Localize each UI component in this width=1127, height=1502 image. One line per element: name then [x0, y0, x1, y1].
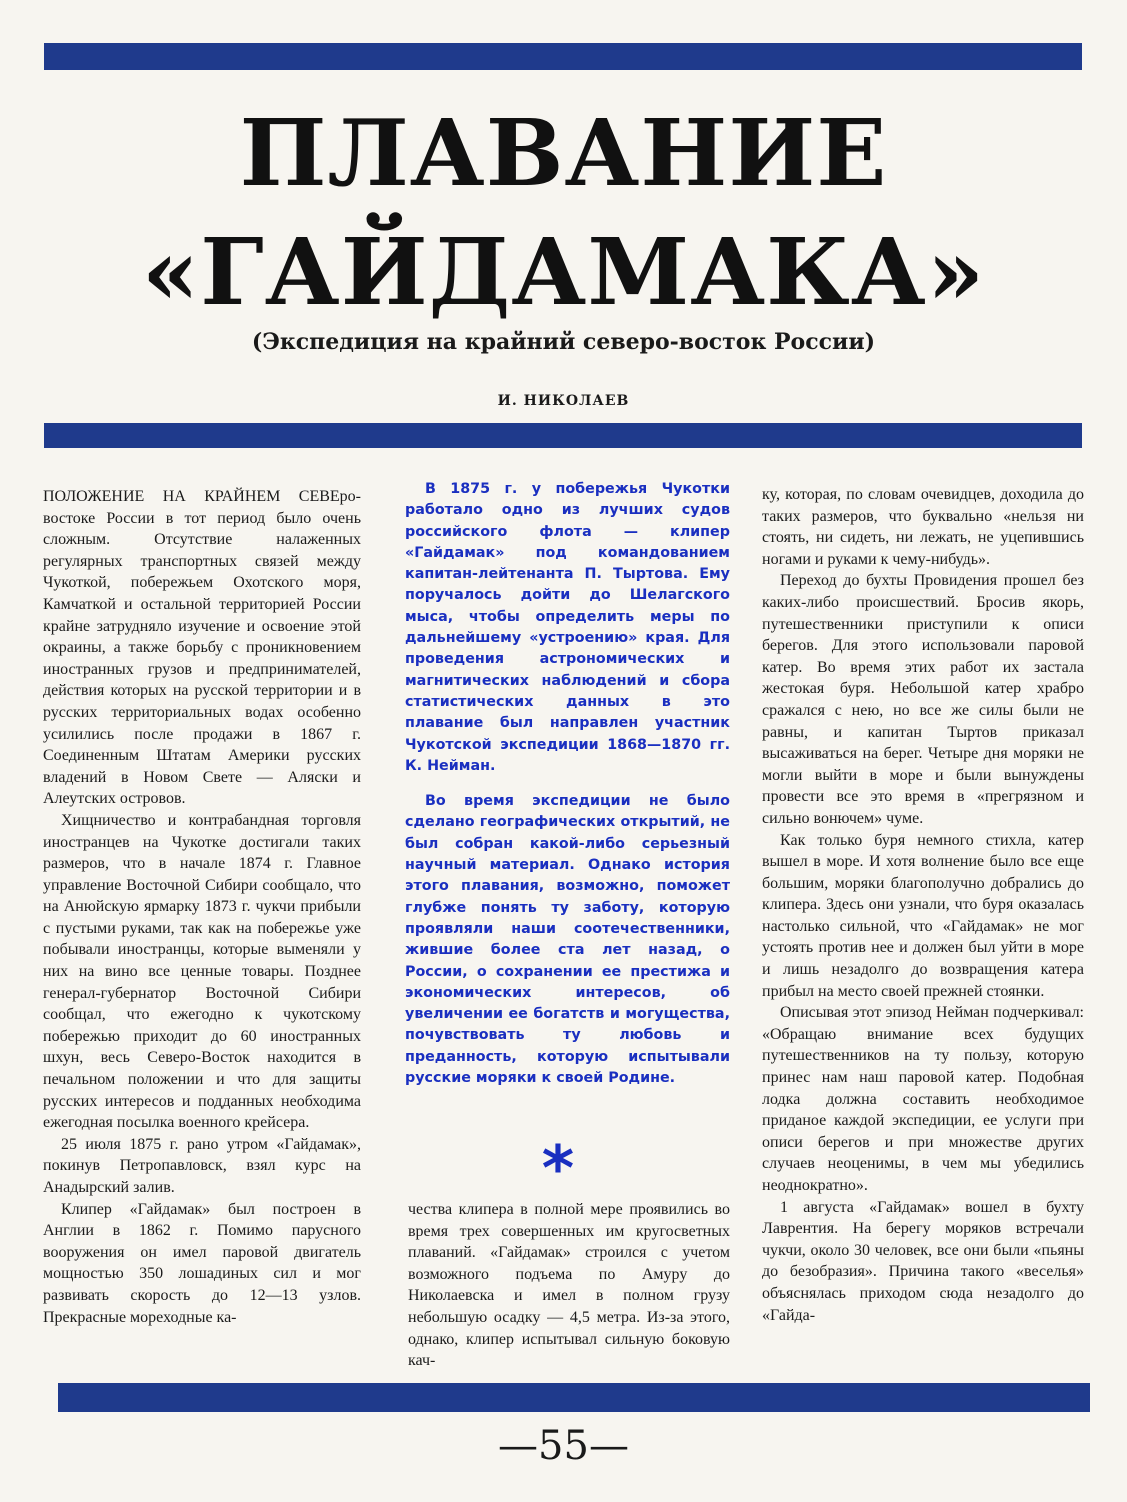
paragraph: 25 июля 1875 г. рано утром «Гайдамак», покинув Петропавловск, взял курс на Анадырский залив.	[43, 1135, 361, 1196]
left-column	[43, 486, 361, 1328]
author-name: И. НИКОЛАЕВ	[497, 393, 630, 409]
article-subtitle: (Экспедиция на крайний северо-восток России)	[251, 329, 876, 355]
paragraph: ПОЛОЖЕНИЕ НА КРАЙНЕМ СЕВЕро-востоке России в тот период было очень сложным. Отсутствие налаженных регулярных транспортных связей между Чукоткой, побережьем Охотского моря, Камчаткой и остальной территорией России крайне затрудняло изучение и освоение этой окраины, а также борьбу с проникновением иностранных грузов и предпринимателей, действия которых на русской территории и в русских территориальных водах особенно усилились после продажи в 1867 г. Соединенным Штатам Америки русских владений в Новом Свете — Аляски и Алеутских островов.	[43, 488, 361, 808]
page-number: —55—	[498, 1423, 629, 1469]
paragraph: 1 августа «Гайдамак» вошел в бухту Лаврентия. На берегу моряков встречали чукчи, около 30 человек, все они были «пьяны до безобразия». Причина такого «веселья» объяснялась приходом сюда незадолго до «Гайда-	[762, 1198, 1084, 1324]
article-title-line-1: ПЛАВАНИЕ	[239, 99, 888, 207]
top-decorative-bar	[44, 43, 1082, 70]
header-divider-bar	[44, 423, 1082, 448]
article-title-line-2: «ГАЙДАМАКА»	[141, 218, 986, 326]
paragraph: чества клипера в полной мере проявились во время трех совершенных им кругосветных плаваний. «Гайдамак» строился с учетом возможного подъема по Амуру до Николаевска и имел в полном грузу небольшую осадку — 4,5 метра. Из-за этого, однако, клипер испытывал сильную боковую кач-	[408, 1201, 730, 1370]
intro-paragraph: В 1875 г. у побережья Чукотки работало одно из лучших судов российского флота — клипер «Гайдамак» под командованием капитан-лейтенанта П. Тыртова. Ему поручалось дойти до Шелагского мыса, чтобы определить меры по дальнейшему «устроению» края. Для проведения астрономических и магнитических наблюдений и сбора статистических данных в это плавание был направлен участник Чукотской экспедиции 1868—1870 гг. К. Нейман.	[405, 481, 730, 774]
paragraph: Переход до бухты Провидения прошел без каких-либо происшествий. Бросив якорь, путешественники приступили к описи берегов. Для этого использовали паровой катер. Во время этих работ их застала жестокая буря. Небольшой катер храбро сражался с нею, но все же силы были не равны, и капитан Тыртов приказал высаживаться на берег. Четыре дня моряки не могли выйти в море и были вынуждены провести все это время в «прегрязном и сильно вонючем» чуме.	[762, 572, 1084, 827]
paragraph: ку, которая, по словам очевидцев, доходила до таких размеров, что буквально «нельзя ни стоять, ни сидеть, ни лежать, не уцепившись ногами и руками к чему-нибудь».	[762, 486, 1084, 568]
right-column	[762, 484, 1084, 1326]
intro-lead-block	[405, 479, 730, 1089]
asterisk-separator-icon: *	[541, 1132, 575, 1205]
intro-paragraph: Во время экспедиции не было сделано географических открытий, не был собран какой-либо серьезный научный материал. Однако история этого плавания, возможно, поможет глубже понять ту заботу, которую проявляли наши соотечественники, жившие более ста лет назад, о России, о сохранении ее престижа и экономических интересов, об увеличении ее богатств и могущества, почувствовать ту любовь и преданность, которую испытывали русские моряки к своей Родине.	[405, 793, 730, 1087]
paragraph: Хищничество и контрабандная торговля иностранцев на Чукотке достигали таких размеров, что в начале 1874 г. Главное управление Восточной Сибири сообщало, что на Анюйскую ярмарку 1873 г. чукчи прибыли с пустыми руками, так как на побережье уже побывали иностранцы, которые выменяли у них на вино все ценные товары. Позднее генерал-губернатор Восточной Сибири сообщал, что ежегодно к чукотскому побережью приходит до 60 иностранных шхун, весь Северо-Восток находится в печальном положении и что для защиты русских интересов и подданных необходима ежегодная посылка военного крейсера.	[43, 811, 361, 1132]
paragraph: Клипер «Гайдамак» был построен в Англии в 1862 г. Помимо парусного вооружения он имел паровой двигатель мощностью 350 лошадиных сил и мог развивать скорость до 12—13 узлов. Прекрасные мореходные ка-	[43, 1200, 361, 1326]
paragraph: Как только буря немного стихла, катер вышел в море. И хотя волнение было все еще большим, моряки благополучно добрались до клипера. Здесь они узнали, что буря оказалась настолько сильной, что «Гайдамак» не мог устоять против нее и должен был уйти в море и лишь незадолго до возвращения катера прибыл на место своей прежней стоянки.	[762, 831, 1084, 1000]
middle-column-continuation	[408, 1199, 730, 1372]
paragraph: Описывая этот эпизод Нейман подчеркивал: «Обращаю внимание всех будущих путешественников на ту пользу, которую принес нам наш паровой катер. Подобная лодка должна составить необходимое приданое каждой экспедиции, ее услуги при описи берегов и при множестве других случаев неоценимы, в чем мы убедились неоднократно».	[762, 1004, 1084, 1194]
bottom-decorative-bar	[58, 1383, 1090, 1412]
